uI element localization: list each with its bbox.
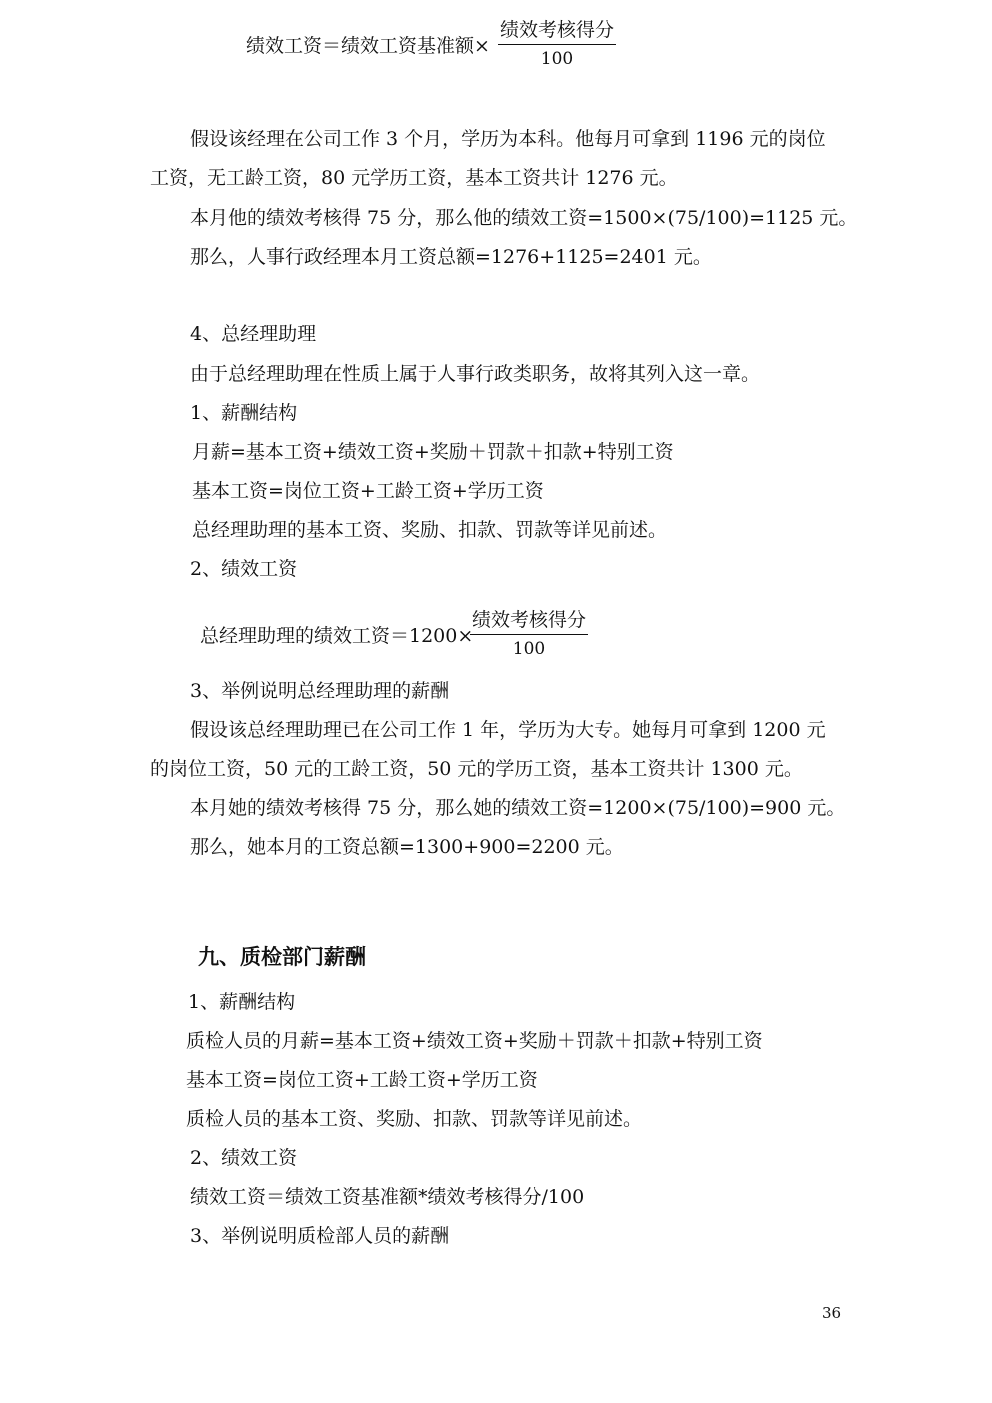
formula-fraction [470, 608, 588, 660]
performance-pay-formula [246, 18, 666, 74]
section-title: 4、总经理助理 [190, 323, 317, 345]
paragraph-line: 由于总经理助理在性质上属于人事行政类职务，故将其列入这一章。 [190, 363, 761, 385]
formula-denominator: 100 [540, 49, 574, 69]
paragraph-line: 假设该总经理助理已在公司工作 1 年，学历为大专。她每月可拿到 1200 元 [190, 719, 826, 741]
formula-fraction [498, 18, 616, 70]
formula-lhs: 总经理助理的绩效工资＝1200× [200, 625, 474, 647]
paragraph-line: 本月他的绩效考核得 75 分，那么他的绩效工资=1500×(75/100)=1125 元。 [190, 207, 858, 229]
paragraph-line: 基本工资=岗位工资+工龄工资+学历工资 [192, 480, 544, 502]
paragraph-line: 绩效工资＝绩效工资基准额*绩效考核得分/100 [190, 1186, 585, 1208]
paragraph-line: 基本工资=岗位工资+工龄工资+学历工资 [186, 1069, 538, 1091]
paragraph-line: 的岗位工资，50 元的工龄工资，50 元的学历工资，基本工资共计 1300 元。 [150, 758, 803, 780]
fraction-bar [498, 44, 616, 45]
page-number: 36 [822, 1304, 842, 1322]
fraction-bar [470, 634, 588, 635]
paragraph-line: 本月她的绩效考核得 75 分，那么她的绩效工资=1200×(75/100)=900 元。 [190, 797, 846, 819]
formula-lhs: 绩效工资＝绩效工资基准额× [246, 35, 490, 57]
formula-numerator: 绩效考核得分 [500, 19, 615, 41]
paragraph-line: 那么，她本月的工资总额=1300+900=2200 元。 [190, 836, 624, 858]
subsection-title: 2、绩效工资 [190, 1147, 298, 1169]
paragraph-line: 假设该经理在公司工作 3 个月，学历为本科。他每月可拿到 1196 元的岗位 [190, 128, 826, 150]
subsection-title: 3、举例说明质检部人员的薪酬 [190, 1225, 450, 1247]
subsection-title: 2、绩效工资 [190, 558, 298, 580]
paragraph-line: 质检人员的基本工资、奖励、扣款、罚款等详见前述。 [186, 1108, 643, 1130]
paragraph-line: 总经理助理的基本工资、奖励、扣款、罚款等详见前述。 [192, 519, 668, 541]
subsection-title: 1、薪酬结构 [190, 402, 298, 424]
paragraph-line: 那么，人事行政经理本月工资总额=1276+1125=2401 元。 [190, 246, 712, 268]
assistant-performance-pay-formula [200, 608, 620, 664]
paragraph-line: 月薪=基本工资+绩效工资+奖励＋罚款＋扣款+特别工资 [192, 441, 674, 463]
paragraph-line: 质检人员的月薪=基本工资+绩效工资+奖励＋罚款＋扣款+特别工资 [186, 1030, 763, 1052]
formula-denominator: 100 [512, 639, 546, 659]
subsection-title: 1、薪酬结构 [188, 991, 296, 1013]
section-heading: 九、质检部门薪酬 [198, 945, 366, 969]
subsection-title: 3、举例说明总经理助理的薪酬 [190, 680, 450, 702]
paragraph-line: 工资，无工龄工资，80 元学历工资，基本工资共计 1276 元。 [150, 167, 678, 189]
formula-numerator: 绩效考核得分 [472, 609, 587, 631]
